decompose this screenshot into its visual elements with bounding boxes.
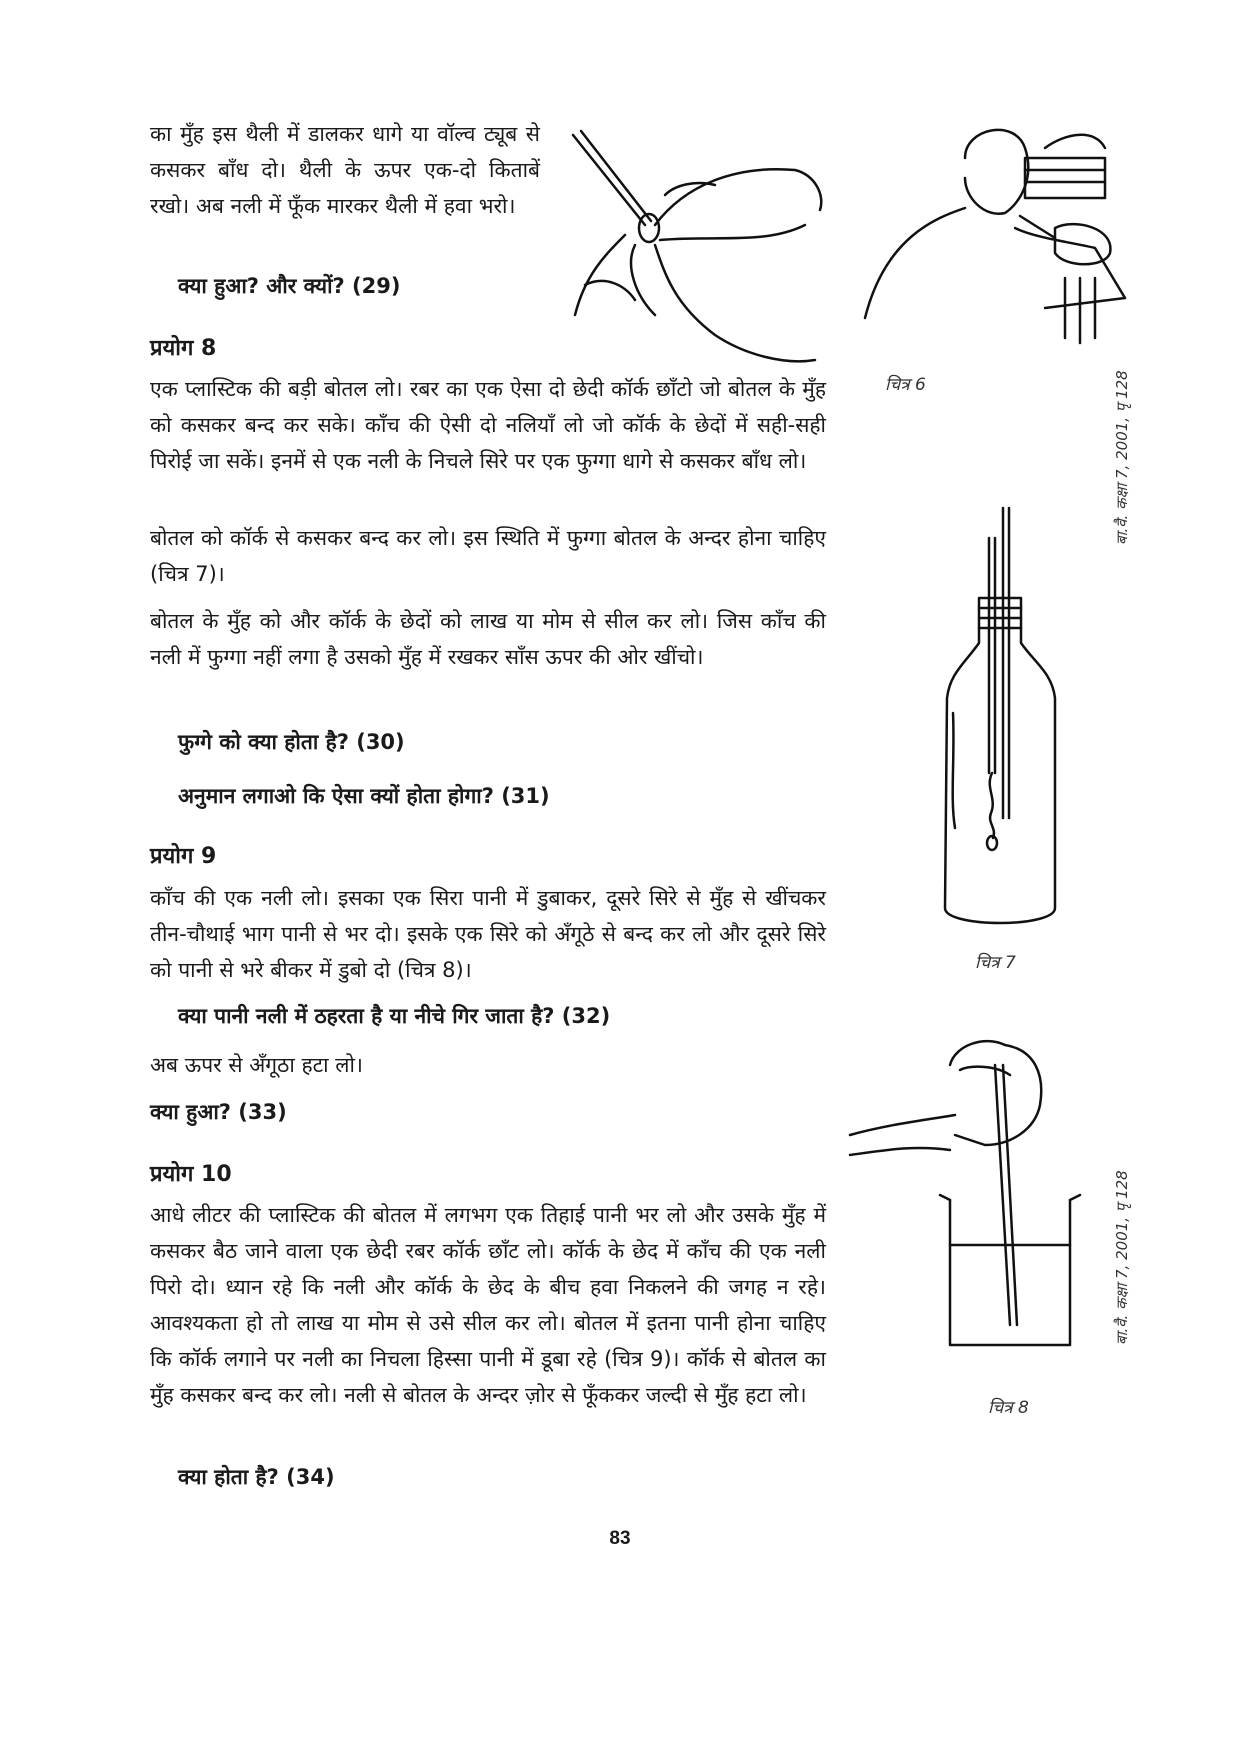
experiment-8-paragraph-3: बोतल के मुँह को और कॉर्क के छेदों को लाख या मोम से सील कर लो। जिस काँच की नली में फुग्गा नहीं लगा है उसको मुँह में रखकर साँस ऊपर की ओर खींचो। — [150, 609, 826, 669]
experiment-8-paragraph-2: बोतल को कॉर्क से कसकर बन्द कर लो। इस स्थिति में फुग्गा बोतल के अन्दर होना चाहिए (चित्र 7)। — [150, 526, 826, 586]
experiment-9-heading: प्रयोग 9 — [150, 844, 217, 869]
experiment-10-paragraph: आधे लीटर की प्लास्टिक की बोतल में लगभग एक तिहाई पानी भर लो और उसके मुँह में कसकर बैठ जाने वाला एक छेदी रबर कॉर्क छाँट लो। कॉर्क के छेद में काँच की एक नली पिरो दो। ध्यान रहे कि नली और कॉर्क के छेद के बीच हवा निकलने की जगह न रहे। आवश्यकता हो तो लाख या मोम से उसे सील कर लो। बोतल में इतना पानी होना चाहिए कि कॉर्क लगाने पर नली का निचला हिस्सा पानी में डूबा रहे (चित्र 9)। कॉर्क से बोतल का मुँह कसकर बन्द कर लो। नली से बोतल के अन्दर ज़ोर से फूँककर जल्दी से मुँह हटा लो। — [150, 1203, 826, 1407]
question-31: अनुमान लगाओ कि ऐसा क्यों होता होगा? (31) — [178, 784, 550, 808]
question-29: क्या हुआ? और क्यों? (29) — [178, 274, 401, 298]
experiment-9-paragraph-1: काँच की एक नली लो। इसका एक सिरा पानी में डुबाकर, दूसरे सिरे से मुँह से खींचकर तीन-चौथाई भाग पानी से भर दो। इसके एक सिरे को अँगूठे से बन्द कर लो और दूसरे सिरे को पानी से भरे बीकर में डुबो दो (चित्र 8)। — [150, 886, 826, 982]
bag-tube-illustration — [565, 125, 835, 375]
question-30: फुग्गे को क्या होता है? (30) — [178, 730, 405, 754]
intro-paragraph: का मुँह इस थैली में डालकर धागे या वॉल्व ट्यूब से कसकर बाँध दो। थैली के ऊपर एक-दो किताबें रखो। अब नली में फूँक मारकर थैली में हवा भरो। — [150, 122, 540, 218]
figure-6-illustration — [845, 118, 1135, 358]
experiment-8-paragraph-1: एक प्लास्टिक की बड़ी बोतल लो। रबर का एक ऐसा दो छेदी कॉर्क छाँटो जो बोतल के मुँह को कसकर बन्द कर सके। काँच की ऐसी दो नलियाँ लो जो कॉर्क के छेदों में सही-सही पिरोई जा सकें। इनमें से एक नली के निचले सिरे पर एक फुग्गा धागे से कसकर बाँध लो। — [150, 377, 826, 473]
question-34: क्या होता है? (34) — [178, 1465, 335, 1489]
question-32: क्या पानी नली में ठहरता है या नीचे गिर जाता है? (32) — [178, 1004, 611, 1028]
figure-7-caption: चित्र 7 — [975, 953, 1016, 973]
figure-8-illustration — [845, 1025, 1095, 1370]
figure-8-caption: चित्र 8 — [988, 1398, 1029, 1418]
question-33: क्या हुआ? (33) — [150, 1100, 287, 1124]
page-number: 83 — [609, 1528, 631, 1549]
experiment-10-heading: प्रयोग 10 — [150, 1162, 232, 1187]
figure-7-illustration — [935, 498, 1075, 938]
experiment-8-heading: प्रयोग 8 — [150, 336, 217, 361]
experiment-9-paragraph-2: अब ऊपर से अँगूठा हटा लो। — [150, 1053, 363, 1077]
figure-credit-top: बा.वै. कक्षा 7, 2001, पृ 128 — [1113, 370, 1131, 545]
figure-6-caption: चित्र 6 — [885, 375, 926, 395]
figure-credit-bottom: बा.वै. कक्षा 7, 2001, पृ 128 — [1113, 1170, 1131, 1345]
